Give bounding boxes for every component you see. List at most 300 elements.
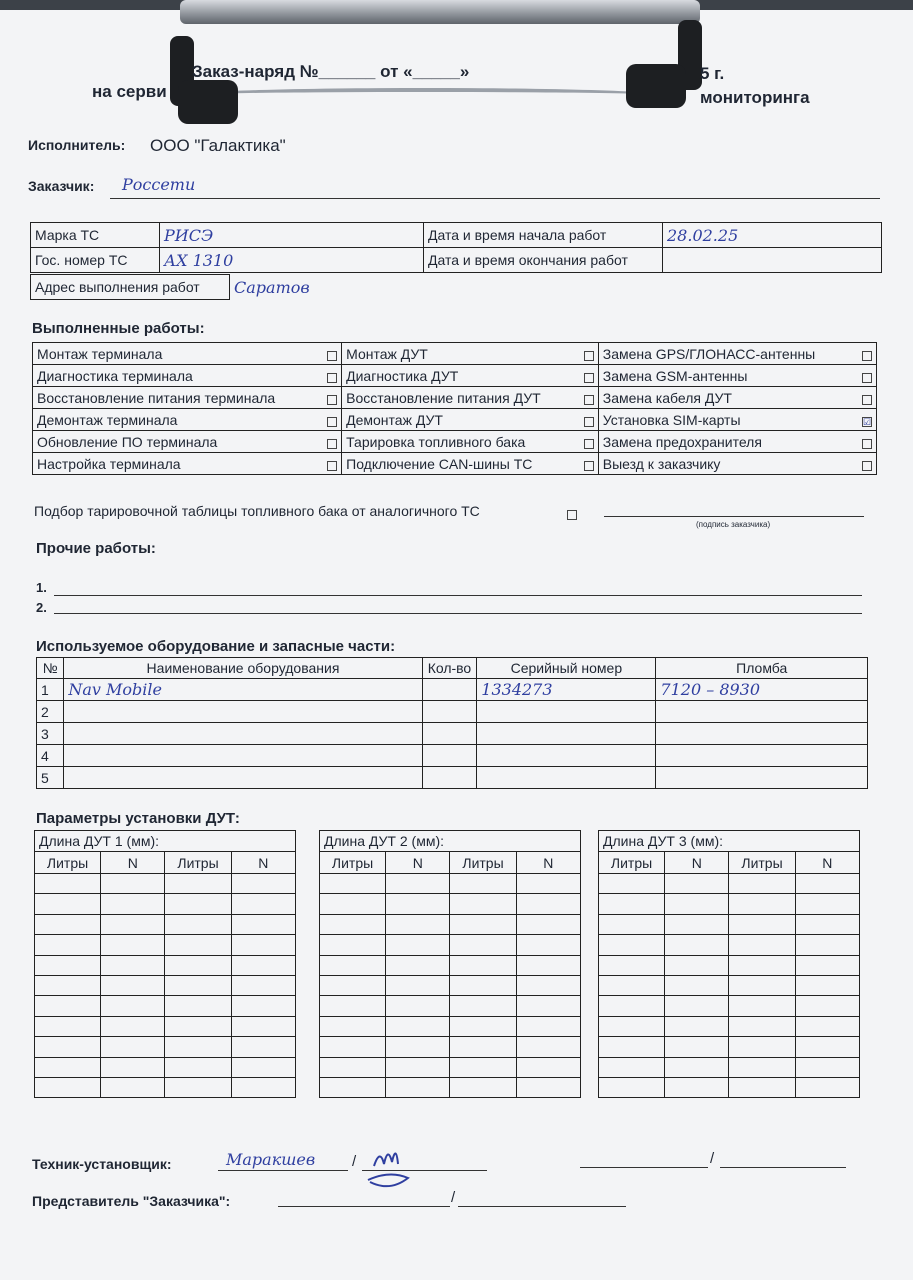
dut-column-header: N xyxy=(665,852,729,874)
dut-cell xyxy=(386,975,450,995)
order-title: Заказ-наряд №______ от «_____» xyxy=(192,62,470,81)
address-label: Адрес выполнения работ xyxy=(31,275,230,300)
equipment-header-2: Кол-во xyxy=(422,658,477,679)
dut-cell xyxy=(231,955,295,975)
dut-cell xyxy=(599,996,665,1016)
dut-cell xyxy=(516,935,580,955)
dut-column-header: N xyxy=(795,852,859,874)
dut-cell xyxy=(35,914,101,934)
dut-cell xyxy=(231,874,295,894)
brand-handwriting: РИСЭ xyxy=(164,225,214,245)
work-item-col1-2 xyxy=(33,365,342,387)
work-item-label: Установка SIM-карты xyxy=(602,411,741,428)
dut-column-header: Литры xyxy=(165,852,231,874)
work-checkbox[interactable]: ☑ xyxy=(863,416,872,427)
work-item-col3-3 xyxy=(598,387,876,409)
work-item-col2-4 xyxy=(342,409,599,431)
dut-cell xyxy=(665,1016,729,1036)
equipment-header-3: Серийный номер xyxy=(477,658,656,679)
dut-row xyxy=(599,975,860,995)
dut-cell xyxy=(320,1037,386,1057)
dut-cell xyxy=(35,975,101,995)
equipment-cell xyxy=(64,745,422,767)
dut-column-header: Литры xyxy=(599,852,665,874)
dut-cell xyxy=(665,874,729,894)
dut-cell xyxy=(665,1077,729,1097)
work-item-col2-2 xyxy=(342,365,599,387)
work-checkbox[interactable] xyxy=(584,373,594,383)
dut-cell xyxy=(231,1057,295,1077)
other-work-line-1 xyxy=(54,595,862,596)
work-item-col3-5 xyxy=(598,431,876,453)
customer-rep-name-line xyxy=(458,1206,626,1207)
dut-cell xyxy=(450,1077,516,1097)
dut-cell xyxy=(450,955,516,975)
equipment-cell xyxy=(422,723,477,745)
equipment-cell xyxy=(64,767,422,789)
dut-cell xyxy=(320,975,386,995)
dut-cell xyxy=(35,874,101,894)
equipment-handwriting: Nav Mobile xyxy=(68,680,162,699)
equipment-cell xyxy=(656,701,868,723)
dut-row xyxy=(35,955,296,975)
dut-cell xyxy=(450,975,516,995)
other-work-number-1: 1. xyxy=(36,580,47,595)
dut-column-header: N xyxy=(386,852,450,874)
dut-cell xyxy=(101,1057,165,1077)
other-work-number-2: 2. xyxy=(36,600,47,615)
dut-cell xyxy=(35,996,101,1016)
dut-cell xyxy=(35,1077,101,1097)
work-item-label: Демонтаж ДУТ xyxy=(346,411,443,428)
contractor-label: Исполнитель: xyxy=(28,137,126,153)
work-checkbox[interactable] xyxy=(862,439,872,449)
tariff-sign-caption: (подпись заказчика) xyxy=(696,520,771,529)
equipment-cell xyxy=(64,701,422,723)
dut-cell xyxy=(599,1016,665,1036)
dut-row xyxy=(35,1037,296,1057)
dut-cell xyxy=(320,1077,386,1097)
dut-row xyxy=(320,975,581,995)
dut-cell xyxy=(729,1037,795,1057)
dut-row xyxy=(320,1057,581,1077)
brand-value xyxy=(160,223,424,248)
clipboard-clip xyxy=(180,0,700,24)
dut-cell xyxy=(665,996,729,1016)
dut-row xyxy=(599,1077,860,1097)
clip-wire xyxy=(190,88,660,102)
work-checkbox[interactable] xyxy=(584,439,594,449)
equipment-row xyxy=(37,723,868,745)
equipment-cell: 5 xyxy=(37,767,64,789)
dut-cell xyxy=(320,996,386,1016)
dut-cell xyxy=(516,914,580,934)
equipment-row xyxy=(37,745,868,767)
dut-column-header: Литры xyxy=(35,852,101,874)
dut-cell xyxy=(165,955,231,975)
dut-row xyxy=(35,1016,296,1036)
dut-cell xyxy=(35,894,101,914)
work-item-col1-5 xyxy=(33,431,342,453)
dut-cell xyxy=(320,935,386,955)
dut-cell xyxy=(450,1016,516,1036)
dut-column-header: N xyxy=(231,852,295,874)
work-item-col1-3 xyxy=(33,387,342,409)
order-year: 5 г. xyxy=(700,64,725,83)
dut-cell xyxy=(165,975,231,995)
dut-cell xyxy=(231,996,295,1016)
technician-name: Маракшев xyxy=(226,1150,316,1169)
dut-cell xyxy=(795,955,859,975)
work-item-col2-5 xyxy=(342,431,599,453)
dut-cell xyxy=(729,935,795,955)
customer-rep-slash: / xyxy=(451,1189,456,1206)
work-item-label: Настройка терминала xyxy=(37,455,181,472)
dut-cell xyxy=(795,975,859,995)
dut-cell xyxy=(599,914,665,934)
tariff-text: Подбор тарировочной таблицы топливного бака от аналогичного ТС xyxy=(34,503,480,519)
dut-cell xyxy=(101,955,165,975)
dut-length-label: Длина ДУТ 2 (мм): xyxy=(320,831,581,852)
equipment-cell xyxy=(477,701,656,723)
customer-rep-sign-line xyxy=(278,1206,450,1207)
dut-cell xyxy=(35,1016,101,1036)
dut-cell xyxy=(729,1077,795,1097)
dut-cell xyxy=(231,1016,295,1036)
plate-value xyxy=(160,248,424,273)
dut-cell xyxy=(729,874,795,894)
dut-cell xyxy=(35,1037,101,1057)
dut-row xyxy=(599,914,860,934)
dut-cell xyxy=(165,996,231,1016)
work-checkbox[interactable] xyxy=(327,461,337,471)
equipment-cell: 2 xyxy=(37,701,64,723)
dut-length-label: Длина ДУТ 3 (мм): xyxy=(599,831,860,852)
dut-row xyxy=(320,1077,581,1097)
second-sign-line xyxy=(580,1167,708,1168)
work-checkbox[interactable] xyxy=(327,395,337,405)
work-checkbox[interactable] xyxy=(862,395,872,405)
technician-signature xyxy=(360,1140,420,1192)
address-handwriting: Саратов xyxy=(234,277,310,297)
start-handwriting: 28.02.25 xyxy=(667,225,739,245)
dut-cell xyxy=(165,894,231,914)
dut-row xyxy=(35,975,296,995)
dut-cell xyxy=(599,1037,665,1057)
equipment-row xyxy=(37,767,868,789)
dut-cell xyxy=(101,894,165,914)
dut-cell xyxy=(450,1037,516,1057)
dut-row xyxy=(599,1057,860,1077)
equipment-cell xyxy=(656,767,868,789)
work-item-label: Восстановление питания ДУТ xyxy=(346,389,541,406)
dut-cell xyxy=(599,935,665,955)
work-item-label: Демонтаж терминала xyxy=(37,411,178,428)
dut-cell xyxy=(729,975,795,995)
dut-title: Параметры установки ДУТ: xyxy=(36,810,240,827)
dut-column-header: Литры xyxy=(450,852,516,874)
second-slash: / xyxy=(710,1150,715,1167)
dut-length-label: Длина ДУТ 1 (мм): xyxy=(35,831,296,852)
works-table xyxy=(32,342,877,475)
work-item-label: Монтаж терминала xyxy=(37,345,163,362)
work-item-col2-3 xyxy=(342,387,599,409)
dut-column-header: N xyxy=(516,852,580,874)
clip-foot-left xyxy=(178,80,238,124)
clip-foot-right xyxy=(626,64,686,108)
plate-label: Гос. номер ТС xyxy=(31,248,160,273)
dut-cell xyxy=(795,1077,859,1097)
vehicle-table xyxy=(30,222,882,273)
work-item-label: Восстановление питания терминала xyxy=(37,389,276,406)
dut-cell xyxy=(795,935,859,955)
dut-cell xyxy=(665,935,729,955)
customer-value: Россети xyxy=(122,175,196,194)
dut-cell xyxy=(599,975,665,995)
dut-cell xyxy=(516,996,580,1016)
work-item-col3-2 xyxy=(598,365,876,387)
dut-row xyxy=(599,874,860,894)
work-item-label: Замена предохранителя xyxy=(602,433,762,450)
dut-cell xyxy=(729,1057,795,1077)
dut-row xyxy=(320,935,581,955)
dut-cell xyxy=(101,996,165,1016)
dut-cell xyxy=(386,1077,450,1097)
dut-row xyxy=(35,1077,296,1097)
dut-cell xyxy=(450,874,516,894)
dut-row xyxy=(320,914,581,934)
work-item-col2-1 xyxy=(342,343,599,365)
work-checkbox[interactable] xyxy=(327,351,337,361)
equipment-cell xyxy=(477,767,656,789)
equipment-cell xyxy=(422,767,477,789)
dut-cell xyxy=(665,1037,729,1057)
work-checkbox[interactable] xyxy=(327,417,337,427)
dut-cell xyxy=(665,1057,729,1077)
equipment-cell xyxy=(422,745,477,767)
dut-row xyxy=(35,996,296,1016)
other-work-line-2 xyxy=(54,613,862,614)
dut-cell xyxy=(450,914,516,934)
other-works-title: Прочие работы: xyxy=(36,540,156,557)
dut-cell xyxy=(101,1077,165,1097)
dut-cell xyxy=(599,894,665,914)
start-value xyxy=(663,223,882,248)
dut-cell xyxy=(165,1057,231,1077)
dut-row xyxy=(599,935,860,955)
dut-cell xyxy=(516,975,580,995)
equipment-row xyxy=(37,679,868,701)
dut-cell xyxy=(386,1037,450,1057)
dut-column-header: N xyxy=(101,852,165,874)
work-item-label: Замена кабеля ДУТ xyxy=(602,389,732,406)
dut-cell xyxy=(729,996,795,1016)
dut-row xyxy=(320,1037,581,1057)
dut-cell xyxy=(101,975,165,995)
dut-cell xyxy=(320,1016,386,1036)
work-item-col3-4 xyxy=(598,409,876,431)
dut-cell xyxy=(165,1077,231,1097)
dut-cell xyxy=(665,975,729,995)
work-checkbox[interactable] xyxy=(327,373,337,383)
work-checkbox[interactable] xyxy=(862,351,872,361)
dut-cell xyxy=(516,1016,580,1036)
dut-cell xyxy=(516,1077,580,1097)
work-checkbox[interactable] xyxy=(862,373,872,383)
work-item-col2-6 xyxy=(342,453,599,475)
dut-cell xyxy=(165,1037,231,1057)
dut-cell xyxy=(795,874,859,894)
equipment-header-0: № xyxy=(37,658,64,679)
work-checkbox[interactable] xyxy=(584,351,594,361)
dut-cell xyxy=(231,894,295,914)
dut-cell xyxy=(795,1057,859,1077)
dut-cell xyxy=(386,1016,450,1036)
dut-cell xyxy=(320,914,386,934)
work-item-label: Подключение CAN-шины ТС xyxy=(346,455,533,472)
dut-cell xyxy=(516,874,580,894)
dut-row xyxy=(599,1016,860,1036)
dut-row xyxy=(35,914,296,934)
second-name-line xyxy=(720,1167,846,1168)
dut-table-1 xyxy=(34,830,296,1098)
dut-cell xyxy=(729,955,795,975)
dut-cell xyxy=(386,996,450,1016)
equipment-cell: 4 xyxy=(37,745,64,767)
work-item-label: Замена GSM-антенны xyxy=(602,367,748,384)
dut-cell xyxy=(35,935,101,955)
equipment-cell xyxy=(422,701,477,723)
dut-row xyxy=(35,935,296,955)
dut-cell xyxy=(386,955,450,975)
work-item-label: Диагностика терминала xyxy=(37,367,193,384)
dut-cell xyxy=(599,955,665,975)
equipment-row xyxy=(37,701,868,723)
work-checkbox[interactable] xyxy=(327,439,337,449)
dut-cell xyxy=(729,914,795,934)
dut-table-2 xyxy=(319,830,581,1098)
dut-cell xyxy=(101,935,165,955)
order-subtitle-start: на серви xyxy=(92,82,167,101)
dut-cell xyxy=(101,914,165,934)
end-label: Дата и время окончания работ xyxy=(424,248,663,273)
dut-cell xyxy=(35,1057,101,1077)
dut-cell xyxy=(795,1016,859,1036)
dut-cell xyxy=(231,1037,295,1057)
dut-cell xyxy=(450,894,516,914)
tariff-checkbox[interactable] xyxy=(567,510,577,520)
equipment-title: Используемое оборудование и запасные части: xyxy=(36,638,396,655)
dut-cell xyxy=(101,1037,165,1057)
equipment-header-4: Пломба xyxy=(656,658,868,679)
dut-cell xyxy=(386,935,450,955)
dut-cell xyxy=(795,996,859,1016)
dut-cell xyxy=(516,955,580,975)
dut-cell xyxy=(450,996,516,1016)
equipment-handwriting: 1334273 xyxy=(481,680,553,699)
work-item-label: Обновление ПО терминала xyxy=(37,433,218,450)
work-item-col3-1 xyxy=(598,343,876,365)
dut-row xyxy=(599,1037,860,1057)
dut-row xyxy=(320,874,581,894)
dut-cell xyxy=(165,1016,231,1036)
dut-cell xyxy=(165,935,231,955)
order-subtitle-end: мониторинга xyxy=(700,88,810,107)
equipment-handwriting: 7120 – 8930 xyxy=(660,680,761,699)
dut-cell xyxy=(165,914,231,934)
customer-line xyxy=(110,198,880,199)
work-item-col3-6 xyxy=(598,453,876,475)
equipment-cell xyxy=(477,679,656,701)
dut-row xyxy=(599,996,860,1016)
work-item-col1-6 xyxy=(33,453,342,475)
equipment-cell xyxy=(64,723,422,745)
dut-cell xyxy=(729,894,795,914)
equipment-cell xyxy=(64,679,422,701)
dut-row xyxy=(320,955,581,975)
dut-row xyxy=(35,1057,296,1077)
technician-name-line xyxy=(218,1170,348,1171)
dut-row xyxy=(35,874,296,894)
dut-cell xyxy=(665,914,729,934)
work-item-label: Монтаж ДУТ xyxy=(346,345,428,362)
dut-cell xyxy=(795,914,859,934)
dut-cell xyxy=(101,1016,165,1036)
work-checkbox[interactable] xyxy=(584,461,594,471)
equipment-cell xyxy=(656,679,868,701)
dut-cell xyxy=(386,894,450,914)
work-item-label: Замена GPS/ГЛОНАСС-антенны xyxy=(602,345,816,362)
dut-row xyxy=(35,894,296,914)
dut-cell xyxy=(320,1057,386,1077)
brand-label: Марка ТС xyxy=(31,223,160,248)
dut-cell xyxy=(386,1057,450,1077)
equipment-table xyxy=(36,657,868,789)
work-checkbox[interactable] xyxy=(862,461,872,471)
technician-label: Техник-установщик: xyxy=(32,1156,172,1172)
dut-cell xyxy=(320,874,386,894)
tariff-sign-line xyxy=(604,516,864,517)
dut-cell xyxy=(386,914,450,934)
dut-cell xyxy=(599,1077,665,1097)
equipment-cell xyxy=(477,723,656,745)
dut-cell xyxy=(35,955,101,975)
dut-row xyxy=(599,955,860,975)
dut-row xyxy=(320,996,581,1016)
equipment-cell: 3 xyxy=(37,723,64,745)
work-item-label: Тарировка топливного бака xyxy=(346,433,526,450)
equipment-cell xyxy=(656,723,868,745)
contractor-value: ООО "Галактика" xyxy=(150,136,286,155)
dut-column-header: Литры xyxy=(320,852,386,874)
dut-cell xyxy=(101,874,165,894)
technician-slash: / xyxy=(352,1153,357,1170)
customer-label: Заказчик: xyxy=(28,178,95,194)
equipment-header-1: Наименование оборудования xyxy=(64,658,422,679)
dut-cell xyxy=(386,874,450,894)
work-checkbox[interactable] xyxy=(584,395,594,405)
equipment-cell xyxy=(656,745,868,767)
dut-row xyxy=(320,1016,581,1036)
dut-cell xyxy=(599,1057,665,1077)
works-title: Выполненные работы: xyxy=(32,320,205,337)
dut-cell xyxy=(795,1037,859,1057)
dut-cell xyxy=(231,975,295,995)
address-table xyxy=(30,274,858,300)
dut-cell xyxy=(231,935,295,955)
work-checkbox[interactable] xyxy=(584,417,594,427)
work-item-label: Выезд к заказчику xyxy=(602,455,721,472)
